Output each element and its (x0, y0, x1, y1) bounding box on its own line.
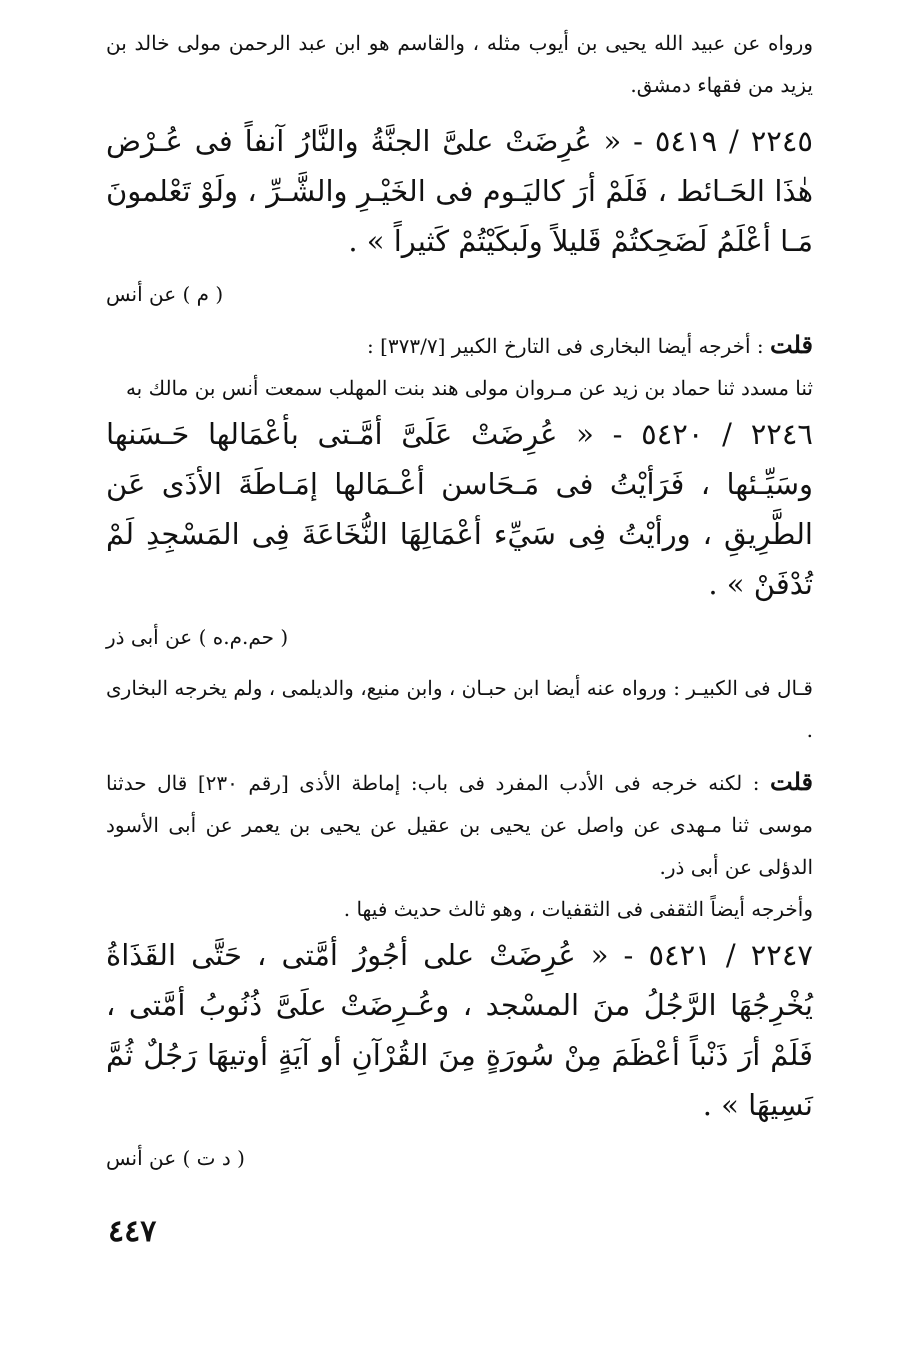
source-2247: ( د ت ) عن أنس (106, 1146, 245, 1170)
qult-keyword: قلت (770, 330, 813, 359)
qult-text: : أخرجه أيضا البخارى فى التارخ الكبير [٣٧٣/٧] : (367, 334, 764, 358)
intro-paragraph: ورواه عن عبيد الله يحيى بن أيوب مثله ، والقاسم هو ابن عبد الرحمن مولى خالد بن يزيد من فقهاء دمشق. (106, 31, 813, 97)
thaqafi-paragraph: وأخرجه أيضاً الثقفى فى الثقفيات ، وهو ثالث حديث فيها . (343, 897, 813, 921)
hadith-2247: ٢٢٤٧ / ٥٤٢١ - « عُرِضَتْ على أجُورُ أمَّتى ، حَتَّى القَذَاةُ يُخْرِجُهَا الرَّجُلُ منَ المسْجد ، وعُـرِضَتْ علَىَّ ذُنُوبُ أمَّتى ، فَلَمْ أرَ ذَنْباً أعْظَمَ مِنْ سُورَةٍ مِنَ القُرْآنِ أو آيَةٍ أوتيهَا رَجُلٌ ثُمَّ نَسِيهَا » . (106, 938, 813, 1122)
qult-keyword: قلت (770, 767, 813, 796)
page-number: ٤٤٧ (108, 1214, 157, 1249)
hadith-2245: ٢٢٤٥ / ٥٤١٩ - « عُرِضَتْ علىَّ الجنَّةُ والنَّارُ آنفاً فى عُـرْض هٰذَا الحَـائط ، فَلَمْ أرَ كاليَـوم فى الخَيْـرِ والشَّـرِّ ، ولَوْ تَعْلمونَ مَـا أعْلَمُ لَضَحِكتُمْ قَليلاً ولَبكَيْتُمْ كَثيراً » . (106, 124, 813, 258)
kabir-paragraph: قـال فى الكبيـر : ورواه عنه أيضا ابن حبـان ، وابن منيع، والديلمى ، ولم يخرجه البخارى . (106, 676, 813, 742)
hadith-2246: ٢٢٤٦ / ٥٤٢٠ - « عُرِضَتْ عَلَىَّ أمَّـتى بأعْمَالها حَـسَنها وسَيِّـئها ، فَرَأيْتُ فى مَـحَاسن أعْـمَالها إمَـاطَةَ الأذَى عَن الطَّرِيقِ ، ورأيْتُ فِى سَيِّء أعْمَالِهَا النُّخَاعَةَ فِى المَسْجِدِ لَمْ تُدْفَنْ » . (106, 417, 813, 601)
qult-paragraph-2 (106, 761, 813, 888)
qult-text: : لكنه خرجه فى الأدب المفرد فى باب: إماطة الأذى [رقم ٢٣٠] قال حدثنا موسى ثنا مـهدى عن واصل عن يحيى بن عقيل عن يحيى بن يعمر عن أبى الأسود الدؤلى عن أبى ذر. (106, 771, 813, 879)
source-2246: ( حم.م.ه ) عن أبى ذر (106, 625, 289, 649)
qult-paragraph-1 (106, 324, 813, 367)
isnad-paragraph: ثنا مسدد ثنا حماد بن زيد عن مـروان مولى هند بنت المهلب سمعت أنس بن مالك به (125, 376, 813, 400)
source-2245: ( م ) عن أنس (106, 282, 224, 306)
